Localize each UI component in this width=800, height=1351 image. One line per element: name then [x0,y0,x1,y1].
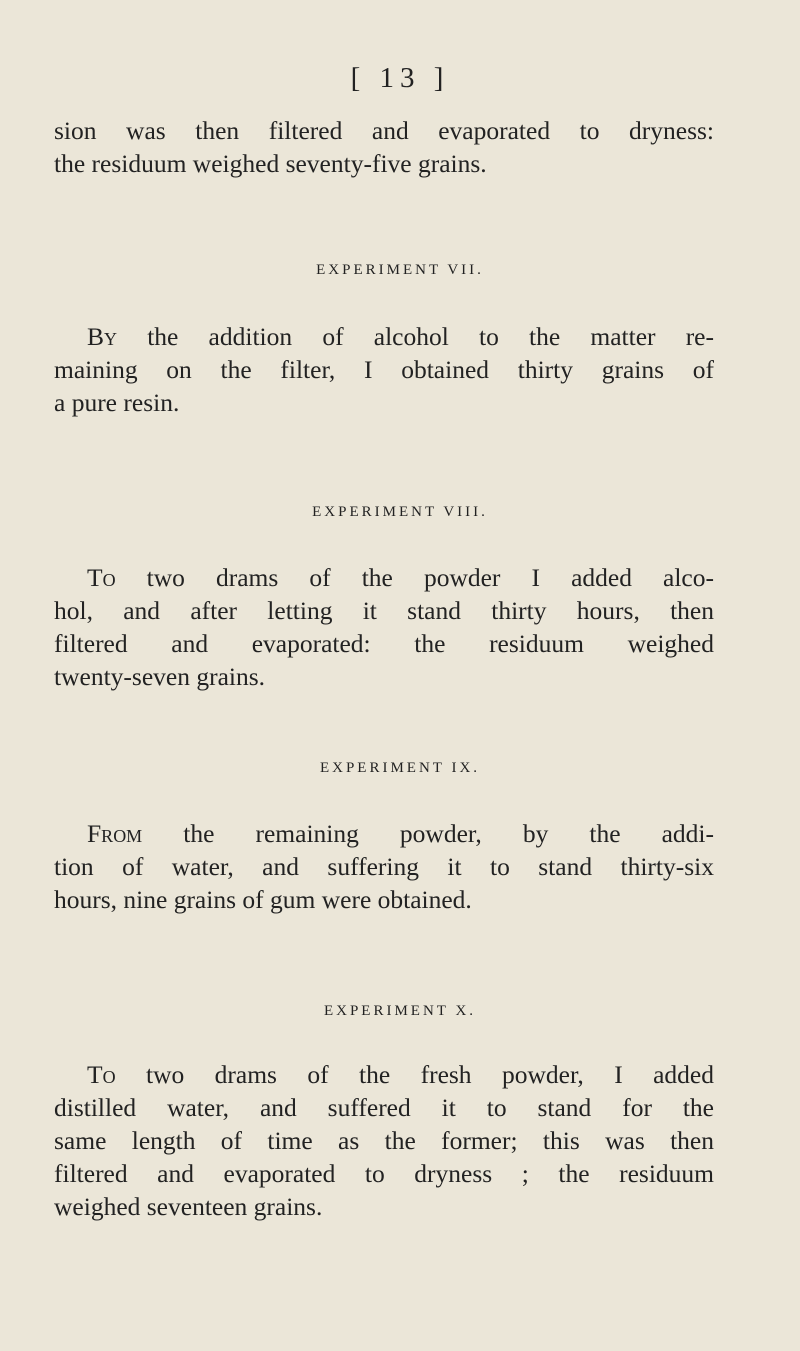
text-line: filtered and evaporated to dryness ; the residuum [54,1159,714,1188]
first-word: To [87,1060,116,1089]
line-text: the addition of alcohol to the matter re- [117,322,714,351]
paragraph-continuation [54,114,714,180]
text-line [54,561,714,594]
text-line: tion of water, and suffering it to stand thirty-six [54,852,714,881]
first-word: From [87,819,143,848]
text-line: maining on the filter, I obtained thirty grains of [54,355,714,384]
text-line [54,320,714,353]
text-line: distilled water, and suffered it to stand for the [54,1093,714,1122]
text-line: the residuum weighed seventy-five grains. [54,149,487,178]
page-number: [ 13 ] [350,62,450,94]
heading-experiment-viii: EXPERIMENT VIII. [312,504,488,520]
heading-experiment-x: EXPERIMENT X. [323,1003,477,1019]
paragraph-experiment-viii [54,561,714,693]
text-line: same length of time as the former; this was then [54,1126,714,1155]
first-word: To [87,563,116,592]
text-line: sion was then filtered and evaporated to dryness: [54,116,714,145]
line-text: two drams of the powder I added alco- [115,563,714,592]
first-word: By [87,322,118,351]
text-line: filtered and evaporated: the residuum weighed [54,629,714,658]
paragraph-experiment-ix [54,817,714,916]
paragraph-experiment-vii [54,320,714,419]
text-line [54,817,714,850]
text-line: hol, and after letting it stand thirty hours, then [54,596,714,625]
text-line: a pure resin. [54,388,180,417]
paragraph-experiment-x [54,1058,714,1223]
line-text: two drams of the fresh powder, I added [115,1060,714,1089]
line-text: the remaining powder, by the addi- [142,819,714,848]
text-line: weighed seventeen grains. [54,1192,323,1221]
text-line: twenty-seven grains. [54,662,266,691]
text-line: hours, nine grains of gum were obtained. [54,885,472,914]
text-line [54,1058,714,1091]
heading-experiment-ix: EXPERIMENT IX. [319,760,481,776]
heading-experiment-vii: EXPERIMENT VII. [316,262,484,278]
